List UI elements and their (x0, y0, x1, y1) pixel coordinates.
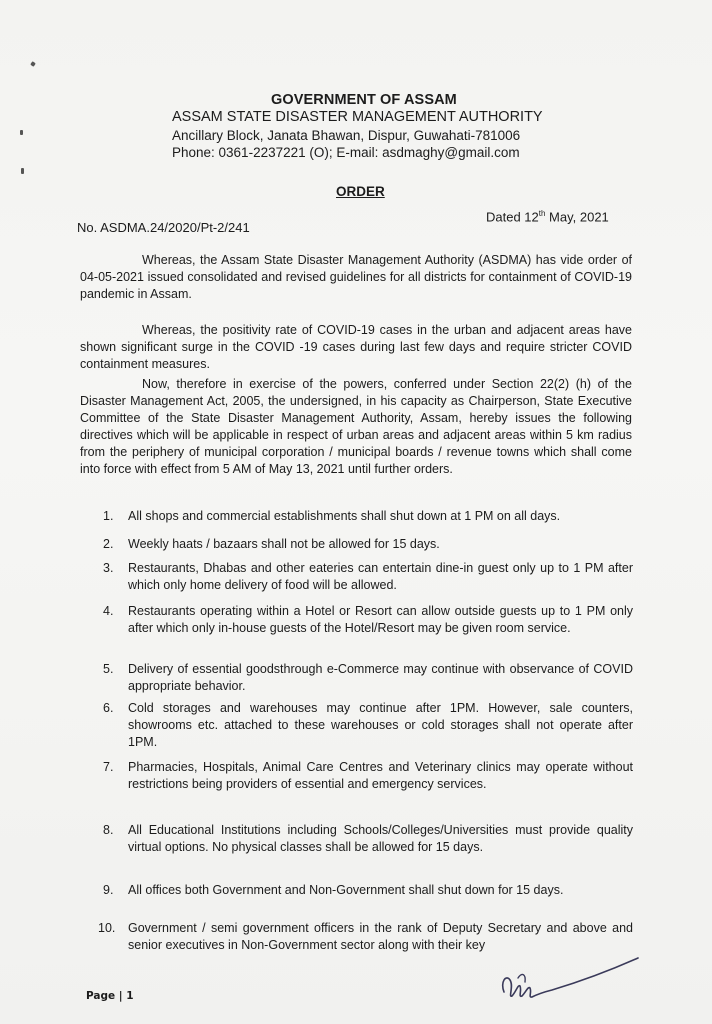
signature-image (492, 952, 642, 1012)
order-date (486, 209, 609, 224)
item-text: All offices both Government and Non-Government shall shut down for 15 days. (128, 883, 564, 897)
item-number: 5. (103, 662, 114, 676)
scan-speck (30, 61, 36, 67)
order-number: No. ASDMA.24/2020/Pt-2/241 (77, 220, 250, 235)
list-item (103, 536, 633, 553)
item-number: 2. (103, 537, 114, 551)
item-text: Government / semi government officers in the rank of Deputy Secretary and above and senior executives in Non-Government sector along with their key (128, 921, 633, 952)
item-number: 6. (103, 701, 114, 715)
page-number: Page | 1 (86, 990, 134, 1002)
item-number: 1. (103, 509, 114, 523)
list-item (103, 882, 633, 899)
list-item (103, 661, 633, 695)
item-number: 4. (103, 604, 114, 618)
list-item (103, 822, 633, 856)
item-number: 8. (103, 823, 114, 837)
item-text: Restaurants, Dhabas and other eateries can entertain dine-in guest only up to 1 PM after which only home delivery of food will be allowed. (128, 561, 633, 592)
scan-speck (21, 168, 24, 174)
order-date-suffix: May, 2021 (545, 209, 609, 225)
authority-address: Ancillary Block, Janata Bhawan, Dispur, Guwahati-781006 (172, 128, 521, 143)
order-date-prefix: Dated 12 (486, 209, 539, 225)
govt-heading: GOVERNMENT OF ASSAM (271, 92, 457, 108)
item-text: Delivery of essential goodsthrough e-Commerce may continue with observance of COVID appropriate behavior. (128, 662, 633, 693)
item-number: 7. (103, 760, 114, 774)
list-item (103, 603, 633, 637)
list-item (103, 560, 633, 594)
authority-name: ASSAM STATE DISASTER MANAGEMENT AUTHORITY (172, 109, 543, 125)
item-text: All shops and commercial establishments shall shut down at 1 PM on all days. (128, 509, 561, 523)
paragraph-2: Whereas, the positivity rate of COVID-19 cases in the urban and adjacent areas have shown significant surge in the COVID -19 cases during last few days and require stricter COVID containment measures. (80, 323, 632, 371)
paragraph-3: Now, therefore in exercise of the powers, conferred under Section 22(2) (h) of the Disaster Management Act, 2005, the undersigned, in his capacity as Chairperson, State Executive Committee of the State Disaster Management Authority, Assam, hereby issues the following directives which will be applicable in respect of urban areas and adjacent areas within 5 km radius from the periphery of municipal corporation / municipal boards / revenue towns which shall come into force with effect from 5 AM of May 13, 2021 until further orders. (80, 377, 632, 476)
item-number: 3. (103, 561, 114, 575)
item-text: Pharmacies, Hospitals, Animal Care Centres and Veterinary clinics may operate without restrictions being providers of essential and emergency services. (128, 760, 633, 791)
list-item (103, 508, 633, 525)
list-item (98, 920, 633, 954)
item-text: Cold storages and warehouses may continue after 1PM. However, sale counters, showrooms etc. attached to these warehouses or cold storages shall not operate after 1PM. (128, 701, 633, 749)
item-text: Weekly haats / bazaars shall not be allowed for 15 days. (128, 537, 440, 551)
list-item (103, 700, 633, 751)
scan-speck (20, 130, 23, 135)
item-number: 9. (103, 883, 114, 897)
paragraph-1: Whereas, the Assam State Disaster Management Authority (ASDMA) has vide order of 04-05-2021 issued consolidated and revised guidelines for all districts for containment of COVID-19 pandemic in Assam. (80, 253, 632, 301)
order-date-sup: th (538, 209, 546, 218)
item-text: All Educational Institutions including Schools/Colleges/Universities must provide quality virtual options. No physical classes shall be allowed for 15 days. (128, 823, 633, 854)
order-title: ORDER (336, 184, 385, 199)
list-item (103, 759, 633, 793)
item-text: Restaurants operating within a Hotel or Resort can allow outside guests up to 1 PM only after which only in-house guests of the Hotel/Resort may be given room service. (128, 604, 633, 635)
item-number: 10. (98, 921, 116, 935)
authority-contact: Phone: 0361-2237221 (O); E-mail: asdmaghy@gmail.com (172, 145, 520, 160)
